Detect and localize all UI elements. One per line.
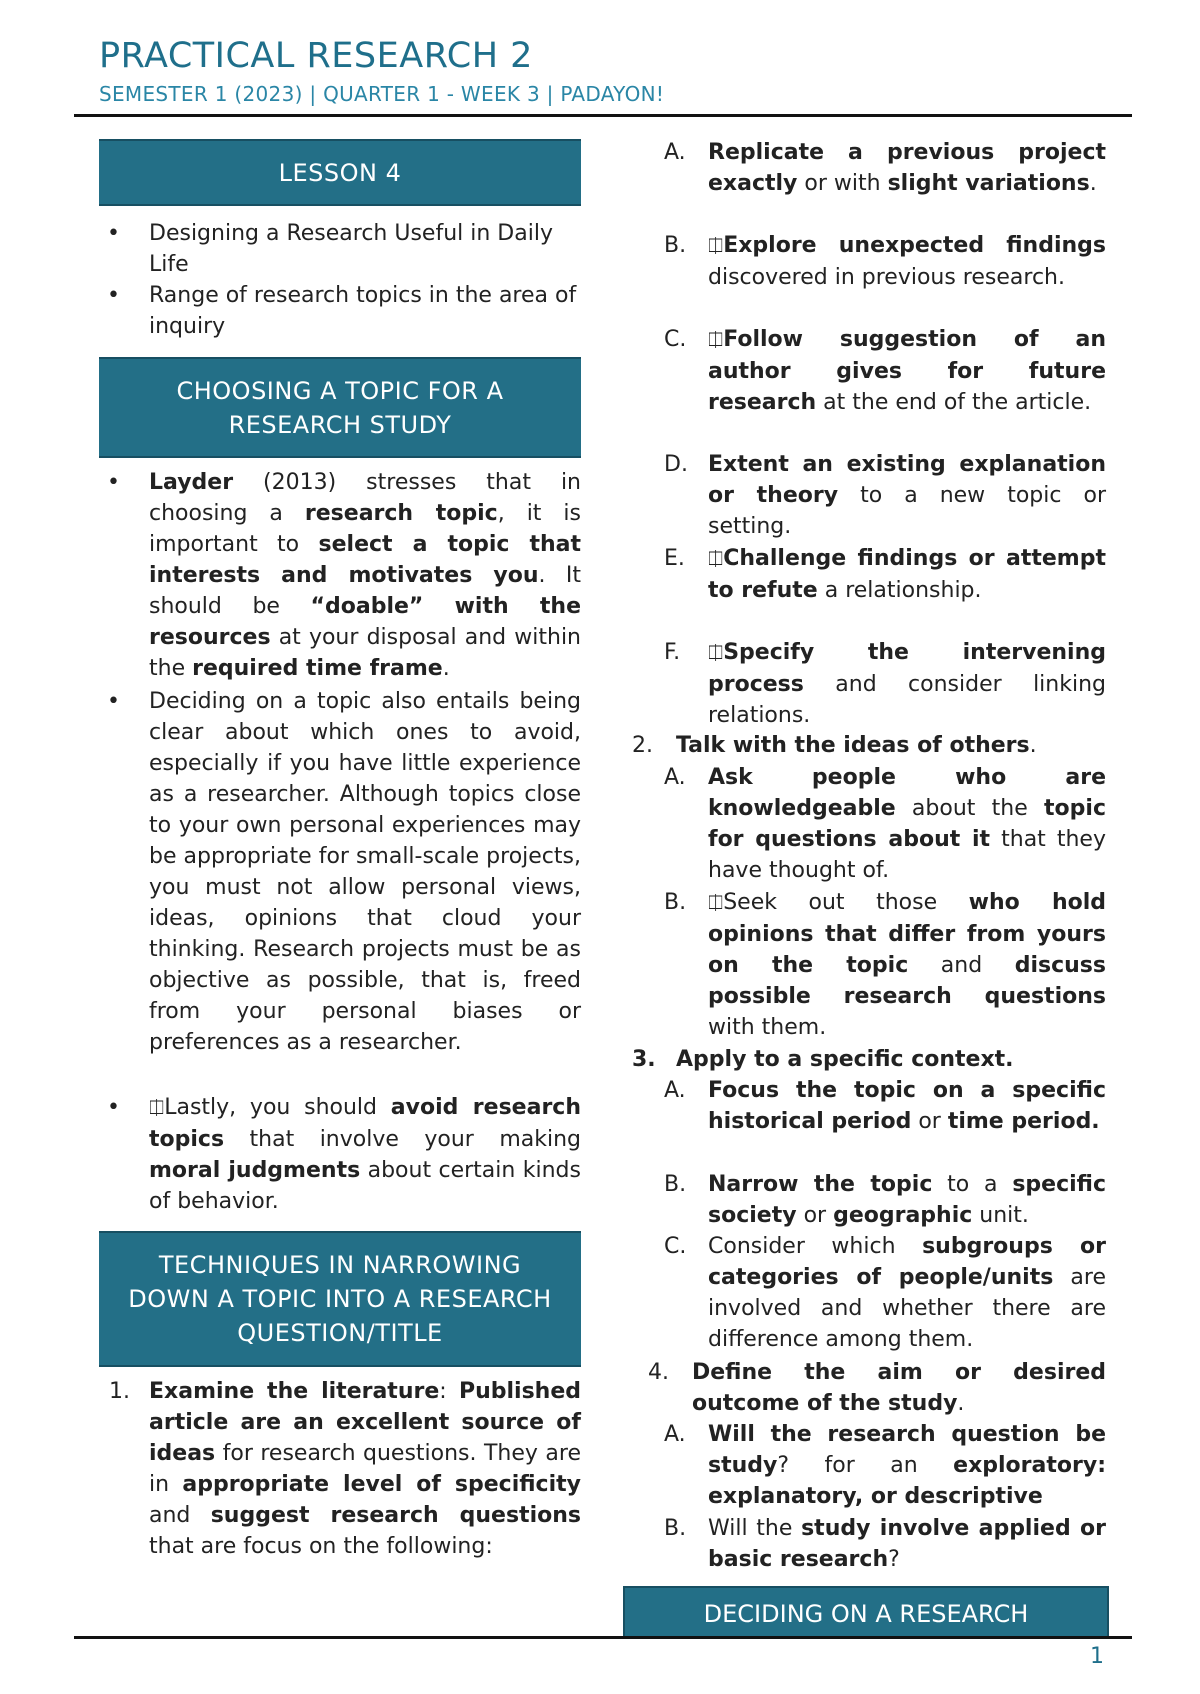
lastly-bullet-text: ⎅Lastly, you should avoid research topics that involve your making moral judgments about certain kinds of behavior.: [149, 1095, 581, 1214]
lesson-bullet-text: Range of research topics in the area of inquiry: [149, 283, 577, 339]
sub-item-2b: [664, 887, 1106, 1043]
layder-bullet-text: Layder (2013) stresses that in choosing a research topic, it is important to select a topic that interests and motivates you. It should be “doable” with the resources at your disposal and within the required time frame.: [149, 470, 581, 681]
list-number: 2.: [632, 733, 653, 758]
sub-item-text: Narrow the topic to a specific society or geographic unit.: [708, 1172, 1107, 1228]
sub-item-text: Will the research question be study? for an exploratory: explanatory, or descriptive: [708, 1422, 1106, 1509]
layder-bullet: [99, 467, 581, 684]
list-letter: A.: [664, 765, 686, 790]
list-letter: B.: [664, 1516, 687, 1541]
sub-item-text: ⎅Explore unexpected findings discovered in previous research.: [708, 233, 1106, 290]
list-letter: B.: [664, 233, 687, 258]
list-letter: C.: [664, 327, 687, 352]
lesson-bullet-2: [99, 280, 581, 342]
sub-item-1e: [664, 543, 1106, 606]
technique-3-text: Apply to a specific context.: [676, 1047, 1014, 1072]
page-title: PRACTICAL RESEARCH 2: [99, 36, 533, 76]
list-letter: D.: [664, 452, 688, 477]
list-letter: A.: [664, 1422, 686, 1447]
bullet-icon: •: [107, 221, 120, 246]
lesson-bullet-text: Designing a Research Useful in Daily Life: [149, 221, 553, 277]
sub-item-4b: [664, 1513, 1106, 1575]
list-letter: A.: [664, 140, 686, 165]
list-number: 1.: [109, 1379, 130, 1404]
bullet-icon: •: [107, 470, 120, 495]
sub-item-1f: [664, 637, 1106, 731]
techniques-box-label: TECHNIQUES IN NARROWING DOWN A TOPIC INTO A RESEARCH QUESTION/TITLE: [128, 1251, 552, 1347]
list-letter: F.: [664, 640, 681, 665]
sub-item-text: Ask people who are knowledgeable about the topic for questions about it that they have thought of.: [708, 765, 1106, 883]
bullet-icon: •: [107, 689, 120, 714]
technique-1-text: Examine the literature: Published article are an excellent source of ideas for research questions. They are in appropriate level of specificity and suggest research questions that are focus on the following:: [149, 1379, 581, 1559]
technique-1: [99, 1376, 581, 1562]
sub-item-4a: [664, 1419, 1106, 1512]
choosing-topic-box: [99, 357, 581, 458]
sub-item-text: Will the study involve applied or basic research?: [708, 1516, 1106, 1572]
list-letter: A.: [664, 1078, 686, 1103]
technique-4: [648, 1357, 1106, 1419]
sub-item-text: ⎅Specify the intervening process and consider linking relations.: [708, 640, 1106, 728]
list-letter: B.: [664, 1172, 687, 1197]
header-divider: [74, 114, 1132, 117]
sub-item-text: Focus the topic on a specific historical period or time period.: [708, 1078, 1106, 1134]
exam-icon: ⎅: [149, 1097, 165, 1119]
sub-item-3a: [664, 1075, 1106, 1137]
choosing-topic-box-label: CHOOSING A TOPIC FOR A RESEARCH STUDY: [176, 376, 504, 439]
exam-icon: ⎅: [708, 235, 724, 257]
sub-item-1a: [664, 137, 1106, 199]
deciding-bullet: [99, 686, 581, 1058]
list-letter: C.: [664, 1234, 687, 1259]
lesson-box: [99, 139, 581, 206]
exam-icon: ⎅: [708, 548, 724, 570]
lesson-bullet-1: [99, 218, 581, 280]
sub-item-text: ⎅Seek out those who hold opinions that differ from yours on the topic and discuss possible research questions with them.: [708, 890, 1107, 1040]
exam-icon: ⎅: [708, 642, 724, 664]
technique-2: [632, 730, 1106, 761]
sub-item-1d: [664, 449, 1106, 542]
deciding-research-box-label: DECIDING ON A RESEARCH: [703, 1600, 1029, 1628]
footer-divider: [74, 1636, 1132, 1639]
lastly-bullet: [99, 1092, 581, 1217]
list-number: 4.: [648, 1360, 669, 1385]
sub-item-text: Consider which subgroups or categories of people/units are involved and whether there are difference among them.: [708, 1234, 1106, 1352]
list-number: 3.: [632, 1047, 656, 1072]
page-number: 1: [1090, 1644, 1104, 1669]
technique-2-text: Talk with the ideas of others.: [676, 733, 1037, 758]
sub-item-text: ⎅Follow suggestion of an author gives for future research at the end of the article.: [708, 327, 1106, 415]
bullet-icon: •: [107, 1095, 120, 1120]
technique-4-text: Define the aim or desired outcome of the study.: [692, 1360, 1106, 1416]
sub-item-1c: [664, 324, 1106, 418]
sub-item-text: Extent an existing explanation or theory to a new topic or setting.: [708, 452, 1106, 539]
deciding-research-box: [623, 1586, 1109, 1636]
lesson-box-label: LESSON 4: [278, 158, 402, 187]
exam-icon: ⎅: [708, 892, 724, 914]
techniques-box: [99, 1231, 581, 1367]
list-letter: B.: [664, 890, 687, 915]
sub-item-3c: [664, 1231, 1106, 1355]
sub-item-1b: [664, 230, 1106, 293]
list-letter: E.: [664, 546, 685, 571]
sub-item-text: Replicate a previous project exactly or with slight variations.: [708, 140, 1106, 196]
deciding-bullet-text: Deciding on a topic also entails being clear about which ones to avoid, especially if you have little experience as a researcher. Although topics close to your own personal experiences may be appropriate for small-scale projects, you must not allow personal views, ideas, opinions that cloud your thinking. Research projects must be as objective as possible, that is, freed from your personal biases or preferences as a researcher.: [149, 689, 581, 1055]
sub-item-2a: [664, 762, 1106, 886]
bullet-icon: •: [107, 283, 120, 308]
page-subtitle: SEMESTER 1 (2023) | QUARTER 1 - WEEK 3 | PADAYON!: [99, 82, 665, 106]
sub-item-text: ⎅Challenge findings or attempt to refute a relationship.: [708, 546, 1106, 603]
sub-item-3b: [664, 1169, 1106, 1231]
exam-icon: ⎅: [708, 329, 724, 351]
technique-3: [632, 1044, 1106, 1075]
